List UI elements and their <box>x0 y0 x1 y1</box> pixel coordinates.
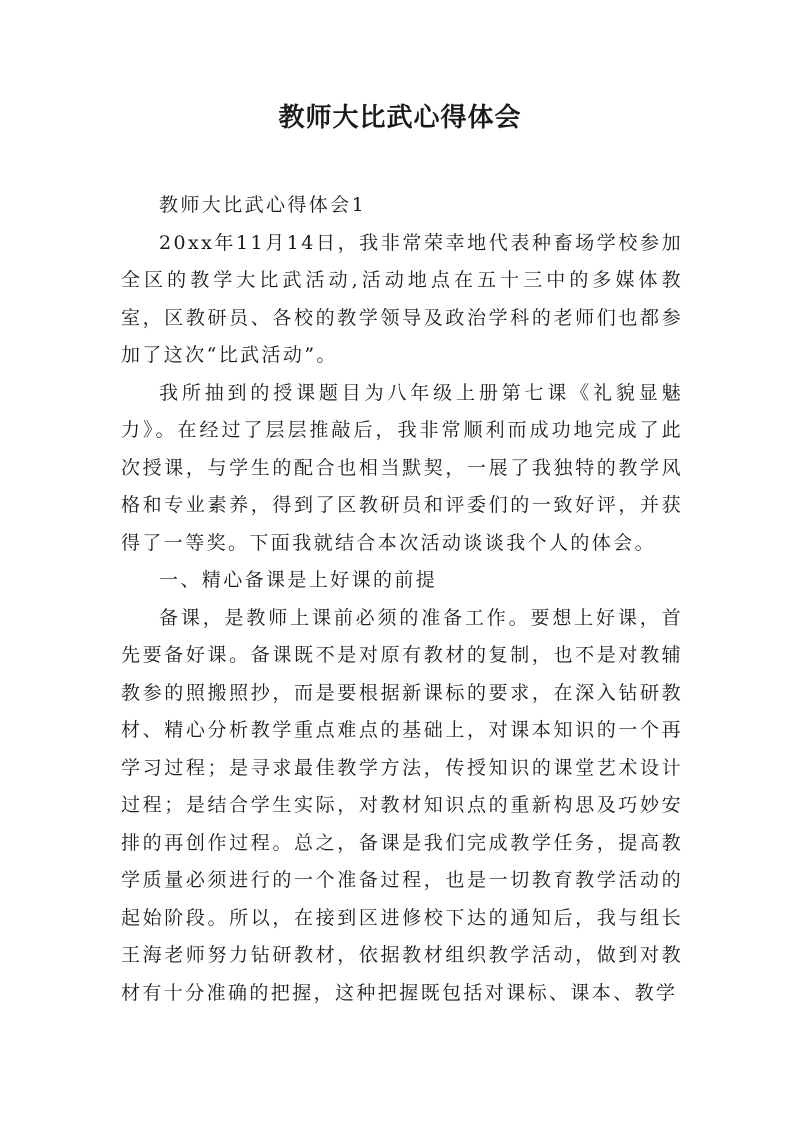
paragraph-subtitle: 教师大比武心得体会1 <box>159 194 367 216</box>
paragraph-preparation: 备课，是教师上课前必须的准备工作。要想上好课，首先要备好课。备课既不是对原有教材的复制，也不是对教辅教参的照搬照抄，而是要根据新课标的要求，在深入钻研教材、精心分析教学重点难点的基础上，对课本知识的一个再学习过程；是寻求最佳教学方法，传授知识的课堂艺术设计过程；是结合学生实际，对教材知识点的重新构思及巧妙安排的再创作过程。总之，备课是我们完成教学任务，提高教学质量必须进行的一个准备过程，也是一切教育教学活动的起始阶段。所以，在接到区进修校下达的通知后，我与组长王海老师努力钻研教材，依据教材组织教学活动，做到对教材有十分准确的把握，这种把握既包括对课标、课本、教学 <box>121 606 683 1004</box>
document-body <box>121 187 683 1012</box>
paragraph-intro: 20xx年11月14日，我非常荣幸地代表种畜场学校参加全区的教学大比武活动,活动地点在五十三中的多媒体教室，区教研员、各校的教学领导及政治学科的老师们也都参加了这次“比武活动”。 <box>121 231 683 366</box>
paragraph-topic: 我所抽到的授课题目为八年级上册第七课《礼貌显魅力》。在经过了层层推敲后，我非常顺利而成功地完成了此次授课，与学生的配合也相当默契，一展了我独特的教学风格和专业素养，得到了区教研员和评委们的一致好评，并获得了一等奖。下面我就结合本次活动谈谈我个人的体会。 <box>121 381 683 554</box>
section-heading: 一、精心备课是上好课的前提 <box>159 569 438 591</box>
document-title: 教师大比武心得体会 <box>278 103 522 133</box>
